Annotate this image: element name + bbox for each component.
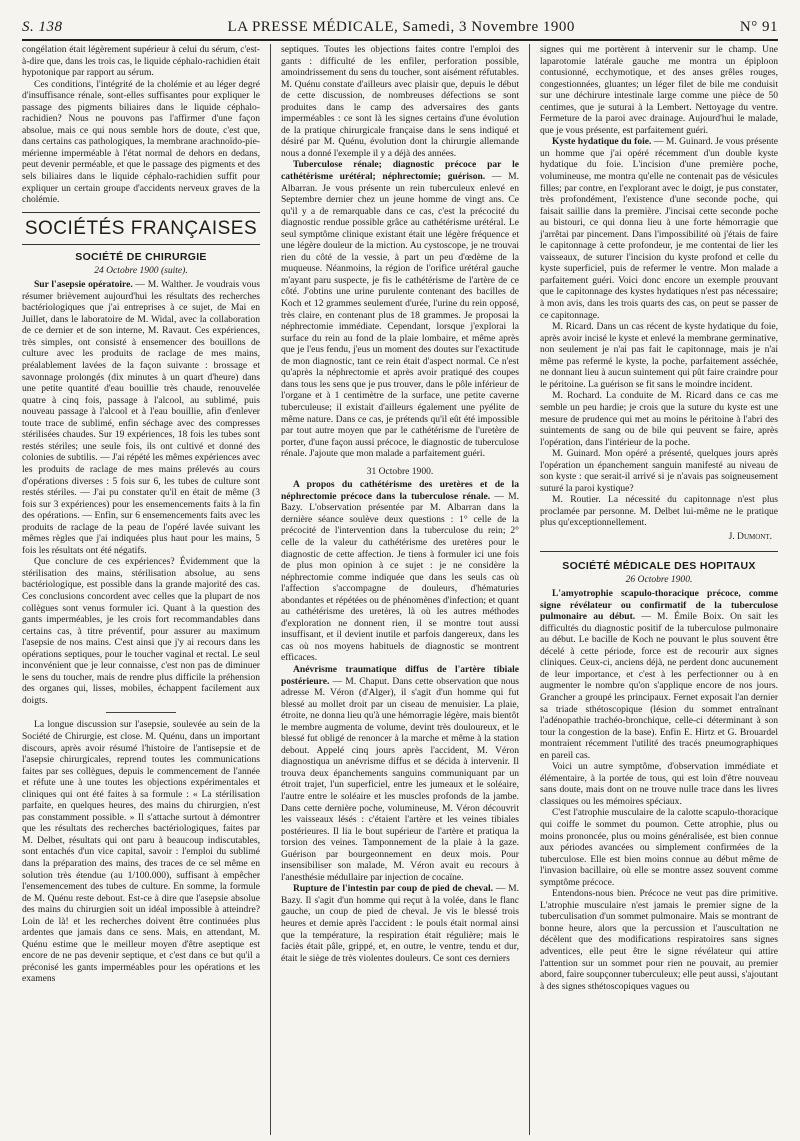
session-date: 26 Octobre 1900. (625, 573, 693, 585)
divider (106, 712, 176, 713)
topic-lead: Tuberculose rénale; diagnostic précoce par le cathétérisme urétéral; néphrectomie; guérison. (281, 159, 519, 183)
topic-text: — M. Chaput. Dans cette observation que nous adresse M. Véron (d'Alger), il s'agit d'un homme qui fut blessé au mollet droit par un ciseau de menuisier. La plaie, étroite, ne donna lieu qu'à une hémorragie légère, mais bientôt le membre augmenta de volume, devint très douloureux, et le blessé fut obligé de renoncer à la marche et même à la station debout. Appelé cinq jours après l'accident, M. Véron diagnostiqua un anévrisme diffus et se décida à intervenir. Il trouva deux épanchements sanguins communiquant par un étroit trajet, l'un superficiel, entre les jumeaux et le soléaire, l'autre entre le soléaire et les muscles profonds de la jambe. Dans cette dernière poche, volumineuse, M. Véron découvrit les vaisseaux lésés : c'étaient l'artère et les veines tibiales postérieures. Il lia le bout supérieur de l'artère et pratiqua la torsion des veines. Tamponnement de la plaie à la gaze. Guérison par bourgeonnement en deux mois. Pour insensibiliser son malade, M. Véron avait eu recours à l'anesthésie médullaire par injection de cocaïne. (281, 675, 519, 883)
topic-lead: Rupture de l'intestin par coup de pied de cheval. (293, 883, 494, 895)
paragraph: Que conclure de ces expériences? Évidemment que la stérilisation des mains, stérilisation absolue, au sens bactériologique, est possible dans la grande majorité des cas. Ces conclusions concordent avec celles que la plupart de nos collègues sont venus formuler ici. Quant à la question des gants imperméables, je les crois fort recommandables dans certains cas, à titre préventif, pour assurer au maximum l'asepsie de nos mains. C'est ainsi que j'y ai recours dans les opérations septiques, pour le toucher vaginal et rectal. Le seul inconvénient que je leur connaisse, c'est non pas de diminuer le sens du toucher, mais de rendre plus difficile la préhension des organes qui, lisses, mobiles, échappent facilement aux doigts. (22, 556, 260, 706)
paragraph: Voici un autre symptôme, d'observation immédiate et élémentaire, à la portée de tous, qui est loin d'être nouveau sans doute, mais dont on ne trouve nulle trace dans les livres classiques ou les mémoires spéciaux. (540, 761, 778, 807)
paragraph: signes qui me portèrent à intervenir sur le champ. Une laparotomie latérale gauche me montra un épiploon contusionné, ecchymotique, et des anses grêles rouges, congestionnées, gluantes; un léger filet de bile me conduisit sur une déchirure intestinale large comme une pièce de 50 centimes, que je suturai à la Lembert. Nettoyage du ventre. Fermeture de la paroi avec drainage. Aujourd'hui le malade, que je vous présente, est parfaitement guéri. (540, 44, 778, 136)
topic-text: — M. Walther. Je voudrais vous résumer brièvement aujourd'hui les résultats des recherches bactériologiques que j'ai entreprises à ce sujet, de Mai en Juillet, dans le laboratoire de M. Widal, avec la collaboration de ce dernier et de son interne, M. Ravaut. Ces expériences, très simples, ont consisté à ensemencer des bouillons de culture avec les produits de raclage de mes mains, préalablement lavées de la façon suivante : brossage et savonnage prolongés (dix minutes à un quart d'heure) dans une petite quantité d'eau bouillie très chaude, renouvelée quatre à cinq fois, passage à l'alcool, au sublimé, puis nouveau passage à l'alcool et à l'eau bouillie, afin d'enlever toute trace de sublimé, enfin séchage avec des compresses stérilisées chaudes. Sur 19 expériences, 18 fois les tubes sont restés stériles; une seule fois, ils ont cultivé et donné des colonies de subtilis. — J'ai répété les mêmes expériences avec les produits de raclage de mes mains prélevés au cours d'opérations diverses : 5 fois sur 6, les tubes de culture sont restés stériles. — J'ai pu constater qu'il en était de même (3 fois sur 3 expériences) pour les ensemencements faits à la fin des opérations. — Enfin, sur 6 ensemencements faits avec les produits de raclage de la peau de l'opéré lavée suivant les mêmes règles que j'ai indiquées plus haut pour les mains, 5 fois les résultats ont été négatifs. (22, 279, 260, 556)
topic-lead: Anévrisme traumatique diffus de l'artère tibiale postérieure. (281, 663, 519, 687)
column-1 (22, 44, 271, 1135)
topic-lead: Kyste hydatique du foie. (552, 136, 652, 148)
paragraph: M. Rochard. La conduite de M. Ricard dans ce cas me semble un peu hardie; je crois que la suture du kyste est une mesure de prudence qui met au moins le péritoine à l'abri des suintements de sang ou de bile qui peuvent se faire, après l'opération, dans l'intérieur de la poche. (540, 390, 778, 448)
paragraph: congélation était légèrement supérieur à celui du sérum, c'est-à-dire que, dans les trois cas, le liquide céphalo-rachidien était hypotonique par rapport au sérum. (22, 44, 260, 79)
topic-text: — M. Bazy. L'observation présentée par M. Albarran dans la dernière séance soulève deux questions : 1° celle de la précocité de l'intervention dans la tuberculose du rein; 2° celle de la valeur du cathétérisme des uretères pour le diagnostic de cette affection. Je tiens à formuler ici une fois de plus mon opinion à ce sujet : je ne considère la néphrectomie comme indiquée que dans les seuls cas où l'affection s'accompagne de douleurs, d'hématuries abondantes et répétées ou de phénomènes d'infection; et quant au cathétérisme des uretères, là où les autres méthodes d'exploration ne donnent rien, il se montre tout aussi insuffisant, et il devient inutile et parfois dangereux, dans les cas où nos moyens habituels de diagnostic se montrent efficaces. (281, 490, 519, 664)
session-date: 24 Octobre 1900 (suite). (94, 264, 188, 276)
paragraph: M. Routier. La nécessité du capitonnage n'est plus proclamée par personne. M. Delbet lui-même ne le pratique plus qu'exceptionnellement. (540, 494, 778, 529)
paragraph: M. Guinard. Mon opéré a présenté, quelques jours après l'opération un épanchement sanguin manifesté au niveau de son kyste : que serait-il arrivé si je n'avais pas soigneusement suturé la paroi kystique? (540, 448, 778, 494)
page-number: S. 138 (22, 19, 63, 35)
paragraph (540, 588, 778, 761)
paragraph: Entendons-nous bien. Précoce ne veut pas dire primitive. L'atrophie musculaire n'est jamais le premier signe de la tuberculisation d'un sommet pulmonaire. Mais se montrant de bonne heure, alors que la percussion et l'auscultation ne décèlent que des modifications respiratoires sans signes adventices, elle peut être le signe révélateur qui attire l'attention sur un sommet pour rien ne pouvait, au premier abord, faire soupçonner tuberculeux; elle peut aussi, s'ajoutant à des signes sthétoscopiques vagues ou (540, 888, 778, 992)
page-columns (22, 44, 778, 1135)
column-2 (271, 44, 530, 1135)
paragraph (22, 279, 260, 556)
topic-text: — M. Guinard. Je vous présente un homme que j'ai opéré récemment d'un double kyste hydatique du foie. L'incision d'une première poche, volumineuse, me montra qu'elle ne contenait pas de vésicules filles; par contre, en l'explorant avec le doigt, je pus constater, très profondément, l'existence d'une seconde poche, qui faisait saillie dans la première. J'incisai cette seconde poche au bistouri, ce qui donna lieu à une forte hémorragie que j'arrêtai par pincement. Dans l'impossibilité où j'étais de faire le capitonnage à cette profondeur, je me contentai de lier les vaisseaux, de suturer l'incision du kyste profond et celle du kyste superficiel, puis de refermer le ventre. Mon malade a parfaitement guéri. Voici donc encore un exemple prouvant que le capitonnage des kystes hydatiques n'est pas nécessaire; à mon avis, dans les trois quarts des cas, on peut se passer de ce capitonnage. (540, 136, 778, 321)
paragraph: La longue discussion sur l'asepsie, soulevée au sein de la Société de Chirurgie, est close. M. Quénu, dans un important discours, après avoir résumé l'histoire de l'antisepsie et de l'asepsie chirurgicales, reprend toutes les communications faites par ses collègues, depuis le commencement de l'année et réfute une à une toutes les objections expérimentales et cliniques qui ont été faites à sa formule : « La stérilisation parfaite, en quelques heures, des mains du chirurgien, n'est pas constamment possible. » Il s'attache surtout à démontrer que les résultats des recherches bactériologiques, faites par M. Delbet, résultats qui ont paru à beaucoup indiscutables, sont entachés d'un vice capital, savoir : l'emploi du sublimé dans la préparation des mains, des traces de ce sel même en solution très étendue (au 1/100.000), suffisant à empêcher l'ensemencement des tubes de culture. En somme, la formule de M. Quénu reste debout. Est-ce à dire que l'asepsie absolue des mains du chirurgien soit un idéal impossible à atteindre? Loin de là! et les recherches doivent être continuées plus ardentes que jamais dans ce sens. Mais, en attendant, M. Quénu estime que le meilleur moyen d'être aseptique est encore de ne pas devenir septique, et c'est dans ce but qu'il a préconisé les gants imperméables pour les opérations et les examens (22, 719, 260, 985)
paragraph (281, 883, 519, 964)
topic-lead: A propos du cathétérisme des uretères et de la néphrectomie précoce dans la tuberculose rénale. (281, 479, 519, 502)
paragraph: septiques. Toutes les objections faites contre l'emploi des gants : difficulté de les enfiler, perforation possible, amoindrissement du sens du toucher, sont aisément réfutables. M. Quénu constate d'ailleurs avec plaisir que, depuis le début de cette discussion, de nombreuses défections se sont produites dans le camp des adversaires des gants imperméables : ce sont là les signes certains d'une évolution de la pratique chirurgicale française dans le sens indiqué et désiré par M. Quénu, évolution dont la chirurgie allemande nous a donné l'exemple il y a déjà des années. (281, 44, 519, 159)
session-date: 31 Octobre 1900. (366, 465, 434, 477)
column-3 (530, 44, 778, 1135)
topic-text: — M. Albarran. Je vous présente un rein tuberculeux enlevé en Septembre dernier chez un jeune homme de vingt ans. Ce qu'il y a de remarquable dans ce cas, c'est la précocité du diagnostic rendue possible grâce au cathétérisme urétéral. Le seul symptôme clinique existant était une légère fréquence et une légère douleur de la miction. Au cystoscope, je ne trouvai rien du côté de la vessie, à part un peu d'œdème de la muqueuse. Néanmoins, la région de l'orifice urétéral gauche m'ayant paru suspecte, je fis le cathétérisme de l'artère de ce côté. J'obtins une urine purulente contenant des bacilles de Koch et 12 grammes seulement d'urée, l'urine du rein opposé, très claire, en contenant plus de 18 grammes. Je proposai la néphrectomie immédiate. Cependant, lorsque j'explorai la surface du rein au fond de la plaie lombaire, et même après que je l'eus fendu, j'eus un moment des doutes sur l'exactitude de mon diagnostic, tant ce rein était d'aspect normal. Ce n'est qu'après la néphrectomie et après avoir pratiqué des coupes dans tous les sens que je pus trouver, dans le pôle inférieur de l'organe et à 1 centimètre de la surface, une petite caverne tuberculeuse; il existait d'ailleurs également une pyélite de même nature. Dans ce cas, je prétends qu'il eût été impossible par tout autre moyen que par le cathétérisme de l'uretère de porter, d'une façon aussi précoce, le diagnostic de tuberculose rénale. J'ajoute que mon malade a parfaitement guéri. (281, 171, 519, 460)
author-signature: J. Dumont. (728, 530, 772, 542)
topic-text: — M. Bazy. Il s'agit d'un homme qui reçut à la volée, dans le flanc gauche, un coup de pied de cheval. Je vis le blessé trois heures et demie après l'accident : le pouls était normal ainsi que la température, la respiration était régulière; mais le faciès était pâle, grippé, et, en outre, le ventre, tendu et dur, était le siège de très violentes douleurs. Ce sont ces derniers (281, 883, 519, 964)
society-heading: SOCIÉTÉ DE CHIRURGIE (75, 250, 207, 263)
journal-title: LA PRESSE MÉDICALE, Samedi, 3 Novembre 1900 (227, 19, 575, 35)
paragraph (281, 159, 519, 459)
issue-number: N° 91 (739, 19, 778, 35)
paragraph (540, 136, 778, 321)
paragraph: M. Ricard. Dans un cas récent de kyste hydatique du foie, après avoir incisé le kyste et enlevé la membrane germinative, non seulement je n'ai pas fait le capitonnage, mais je n'ai même pas refermé le kyste, la poche, parfaitement asséchée, ne donnant lieu à aucun suintement qui pût faire craindre pour le péritoine. La guérison se fit sans le moindre incident. (540, 321, 778, 390)
topic-lead: L'amyotrophie scapulo-thoracique précoce, comme signe révélateur ou confirmatif de la tuberculose pulmonaire au début. (540, 588, 778, 623)
paragraph: Ces conditions, l'intégrité de la cholémie et au léger degré d'insuffisance rénale, sont-elles suffisantes pour expliquer le passage des pigments biliaires dans le liquide céphalo-rachidien? Nous ne pouvons pas l'affirmer d'une façon absolue, mais ce qui nous semble hors de doute, c'est que, dans certains cas pathologiques, la membrane arachnoïdo-pie-mérienne imperméable à l'état normal de dehors en dedans, peut devenir perméable, et que le passage des pigments et des sels biliaires dans le liquide céphalo-rachidien suffit pour expliquer un certain groupe d'accidents nerveux graves de la cholémie. (22, 78, 260, 206)
section-divider (540, 551, 778, 554)
topic-lead: Sur l'asepsie opératoire. (34, 279, 133, 291)
paragraph (281, 664, 519, 883)
society-heading: SOCIÉTÉ MÉDICALE DES HOPITAUX (562, 559, 756, 572)
paragraph: C'est l'atrophie musculaire de la calotte scapulo-thoracique qui coiffe le sommet du poumon. Cette atrophie, plus ou moins prononcée, plus ou moins généralisée, est bien connue aux périodes avancées ou simplement confirmées de la tuberculose. Elle est bien moins connue au début même de l'invasion bacillaire, où elle se montre assez souvent comme symptôme précoce. (540, 807, 778, 888)
topic-text: — M. Émile Boix. On sait les difficultés du diagnostic positif de la tuberculose pulmonaire au début. Le bacille de Koch ne pouvant le plus souvent être décelé à cette période, force est de recourir aux signes cliniques. Ceux-ci, anciens déjà, ne perdent donc aucunement de leur importance, et c'est à les perfectionner ou à en augmenter le nombre qu'on s'applique encore de nos jours. Grancher a groupé les principaux. Fernet exposait l'an dernier sa triade sthétoscopique (lésion du sommet entraînant l'adénopathie trachéo-bronchique, celle-ci déterminant à son tour la congestion de la base). Enfin E. Hirtz et G. Brouardel montraient récemment l'utilité des tracés pneumographiques en pareil cas. (540, 611, 778, 761)
page-header (22, 16, 778, 41)
section-title: SOCIÉTÉS FRANÇAISES (22, 212, 260, 245)
paragraph (281, 479, 519, 664)
